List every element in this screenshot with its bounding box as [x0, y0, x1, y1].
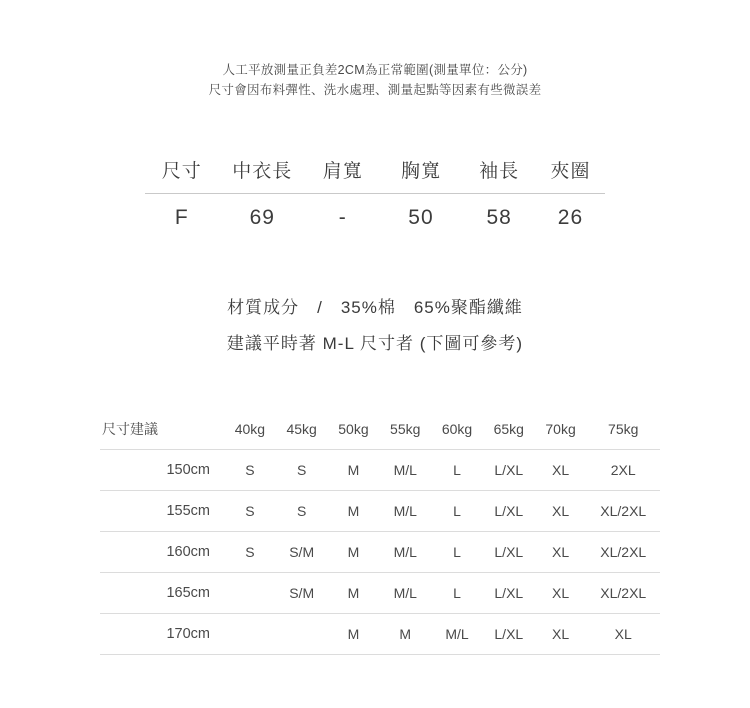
size-measurement-table — [145, 152, 605, 236]
recommendation-height-label: 170cm — [166, 626, 210, 642]
recommendation-cell: XL — [552, 462, 570, 478]
recommendation-cell: S/M — [289, 544, 315, 560]
recommendation-cell — [276, 614, 328, 655]
material-composition: 材質成分 / 35%棉 65%聚酯纖維 — [227, 298, 523, 317]
fit-suggestion: 建議平時著 M-L 尺寸者 (下圖可參考) — [226, 334, 524, 353]
recommendation-cell: M — [347, 503, 360, 519]
recommendation-cell: S — [245, 462, 255, 478]
recommendation-corner-label: 尺寸建議 — [102, 421, 158, 437]
recommendation-cell: L/XL — [494, 503, 524, 519]
recommendation-cell: XL — [552, 626, 570, 642]
recommendation-height-label: 155cm — [166, 503, 210, 519]
recommendation-cell: XL — [552, 585, 570, 601]
recommendation-cell: L — [453, 462, 461, 478]
size-table-header-size: 尺寸 — [161, 161, 202, 182]
size-table-header-chest: 胸寬 — [400, 161, 441, 182]
recommendation-height-label: 165cm — [166, 585, 210, 601]
recommendation-cell: M — [347, 462, 360, 478]
recommendation-cell: XL/2XL — [600, 503, 647, 519]
size-table-cell-length: 69 — [249, 206, 275, 229]
recommendation-cell: S/M — [289, 585, 315, 601]
recommendation-cell: M — [347, 626, 360, 642]
recommendation-row — [100, 614, 660, 655]
recommendation-weight-header: 45kg — [286, 421, 317, 437]
recommendation-cell: M — [347, 585, 360, 601]
recommendation-height-label: 160cm — [166, 544, 210, 560]
size-table-cell-armhole: 26 — [557, 206, 584, 229]
recommendation-row — [100, 450, 660, 491]
recommendation-cell: M/L — [393, 585, 417, 601]
material-block — [0, 290, 750, 362]
size-table-header-armhole: 夾圈 — [550, 161, 591, 182]
recommendation-cell: M/L — [393, 544, 417, 560]
recommendation-cell — [224, 614, 276, 655]
recommendation-cell: L/XL — [494, 626, 524, 642]
recommendation-cell: L/XL — [494, 585, 524, 601]
size-recommendation-table — [100, 418, 660, 655]
size-table-row — [145, 194, 605, 237]
measurement-note-line: 人工平放測量正負差2CM為正常範圍(測量單位：公分) — [222, 63, 528, 77]
recommendation-header-row — [100, 418, 660, 450]
size-table-cell-shoulder: - — [338, 206, 347, 229]
recommendation-cell: XL — [552, 503, 570, 519]
recommendation-cell: M — [399, 626, 412, 642]
recommendation-cell: M/L — [393, 462, 417, 478]
size-table-header-shoulder: 肩寬 — [322, 161, 363, 182]
recommendation-cell: L/XL — [494, 462, 524, 478]
recommendation-cell: L/XL — [494, 544, 524, 560]
recommendation-cell: M/L — [445, 626, 469, 642]
recommendation-weight-header: 40kg — [234, 421, 266, 437]
recommendation-cell — [224, 573, 276, 614]
recommendation-weight-header: 70kg — [545, 421, 576, 437]
recommendation-cell: XL/2XL — [600, 544, 647, 560]
size-table-cell-sleeve: 58 — [486, 206, 512, 229]
recommendation-cell: S — [297, 503, 307, 519]
recommendation-cell: 2XL — [610, 462, 636, 478]
recommendation-cell: XL — [614, 626, 632, 642]
recommendation-cell: S — [245, 544, 255, 560]
size-table-cell-chest: 50 — [408, 206, 434, 229]
recommendation-cell: M — [347, 544, 360, 560]
recommendation-row — [100, 573, 660, 614]
recommendation-weight-header: 75kg — [608, 421, 639, 437]
recommendation-cell: S — [297, 462, 307, 478]
size-table-header-length: 中衣長 — [232, 161, 293, 182]
recommendation-weight-header: 55kg — [390, 421, 421, 437]
recommendation-cell: L — [453, 503, 461, 519]
recommendation-weight-header: 60kg — [441, 421, 473, 437]
recommendation-height-label: 150cm — [166, 462, 210, 478]
recommendation-weight-header: 50kg — [338, 421, 369, 437]
recommendation-row — [100, 532, 660, 573]
measurement-note-line: 尺寸會因布料彈性、洗水處理、測量起點等因素有些微誤差 — [208, 83, 542, 97]
size-table-header-row — [145, 152, 605, 194]
measurement-notes — [0, 60, 750, 100]
size-table-header-sleeve: 袖長 — [479, 161, 520, 182]
recommendation-cell: M/L — [393, 503, 417, 519]
recommendation-cell: XL — [552, 544, 570, 560]
size-table-cell-size: F — [174, 206, 189, 229]
recommendation-cell: L — [453, 544, 461, 560]
recommendation-row — [100, 491, 660, 532]
recommendation-cell: L — [453, 585, 461, 601]
recommendation-cell: XL/2XL — [600, 585, 647, 601]
recommendation-cell: S — [245, 503, 255, 519]
recommendation-weight-header: 65kg — [493, 421, 524, 437]
